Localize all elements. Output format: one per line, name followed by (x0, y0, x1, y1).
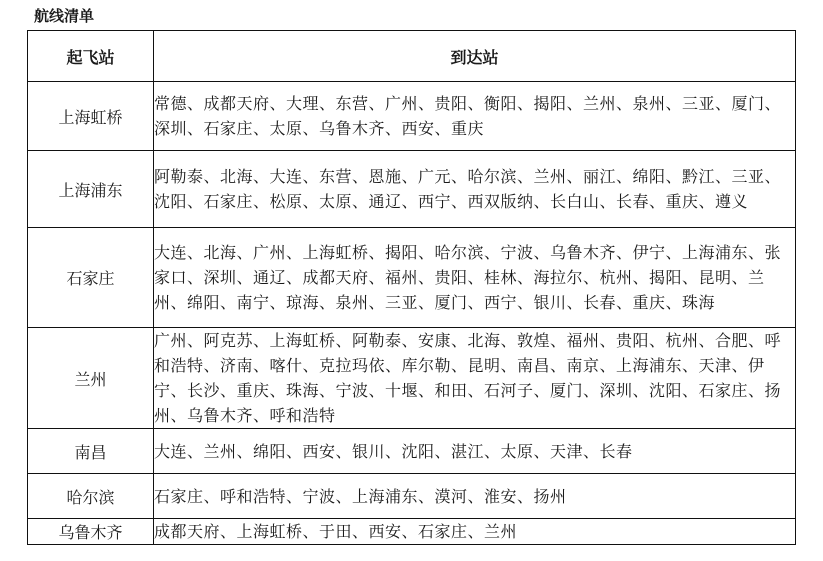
table-row (28, 328, 796, 429)
route-table (27, 30, 796, 545)
destinations-cell: 广州、阿克苏、上海虹桥、阿勒泰、安康、北海、敦煌、福州、贵阳、杭州、合肥、呼和浩特、济南、喀什、克拉玛依、库尔勒、昆明、南昌、南京、上海浦东、天津、伊宁、长沙、重庆、珠海、宁波、十堰、和田、石河子、厦门、深圳、沈阳、石家庄、扬州、乌鲁木齐、呼和浩特 (154, 328, 796, 429)
header-destination: 到达站 (154, 31, 796, 82)
document-title: 航线清单 (34, 7, 95, 25)
destinations-cell: 成都天府、上海虹桥、于田、西安、石家庄、兰州 (154, 519, 796, 545)
destinations-cell: 大连、兰州、绵阳、西安、银川、沈阳、湛江、太原、天津、长春 (154, 429, 796, 474)
destinations-cell: 石家庄、呼和浩特、宁波、上海浦东、漠河、淮安、扬州 (154, 474, 796, 519)
destinations-cell: 大连、北海、广州、上海虹桥、揭阳、哈尔滨、宁波、乌鲁木齐、伊宁、上海浦东、张家口、深圳、通辽、成都天府、福州、贵阳、桂林、海拉尔、杭州、揭阳、昆明、兰州、绵阳、南宁、琼海、泉州、三亚、厦门、西宁、银川、长春、重庆、珠海 (154, 228, 796, 328)
table-row (28, 519, 796, 545)
destinations-cell: 阿勒泰、北海、大连、东营、恩施、广元、哈尔滨、兰州、丽江、绵阳、黔江、三亚、沈阳、石家庄、松原、太原、通辽、西宁、西双版纳、长白山、长春、重庆、遵义 (154, 151, 796, 228)
origin-cell: 石家庄 (28, 228, 154, 328)
origin-cell: 哈尔滨 (28, 474, 154, 519)
origin-cell: 上海虹桥 (28, 82, 154, 151)
origin-cell: 乌鲁木齐 (28, 519, 154, 545)
header-origin: 起飞站 (28, 31, 154, 82)
table-row (28, 228, 796, 328)
table-row (28, 151, 796, 228)
origin-cell: 上海浦东 (28, 151, 154, 228)
table-row (28, 429, 796, 474)
origin-cell: 南昌 (28, 429, 154, 474)
destinations-cell: 常德、成都天府、大理、东营、广州、贵阳、衡阳、揭阳、兰州、泉州、三亚、厦门、深圳、石家庄、太原、乌鲁木齐、西安、重庆 (154, 82, 796, 151)
origin-cell: 兰州 (28, 328, 154, 429)
table-header-row (28, 31, 796, 82)
table-row (28, 474, 796, 519)
table-row (28, 82, 796, 151)
